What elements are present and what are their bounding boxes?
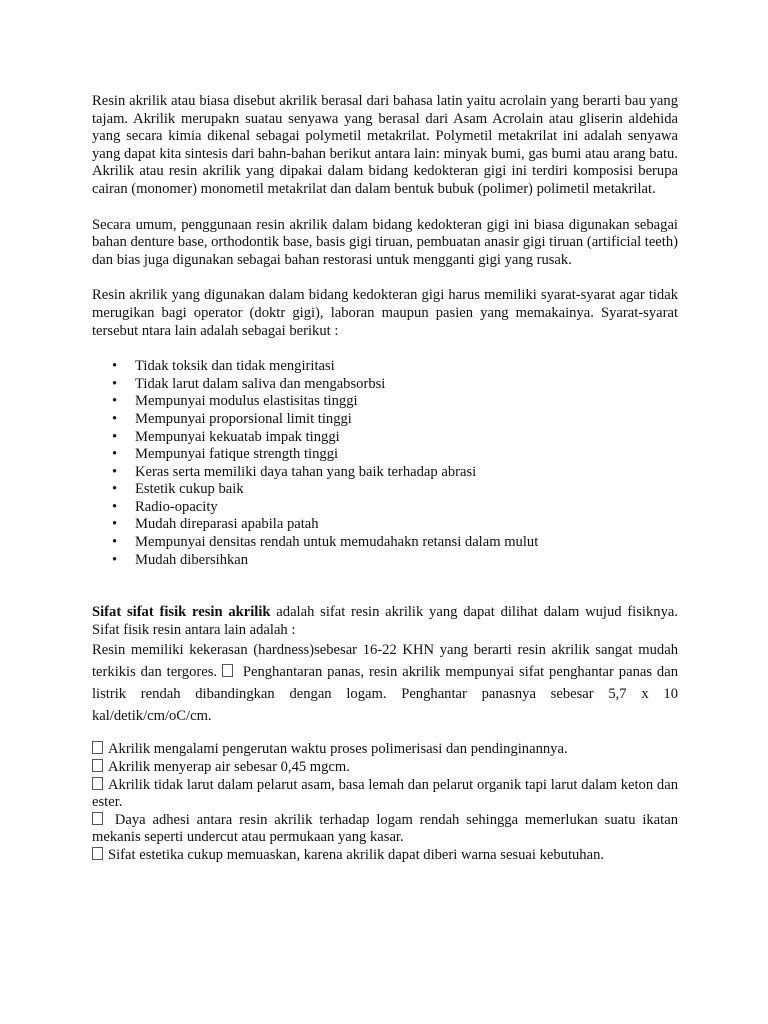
bullet-icon: •	[112, 498, 118, 515]
list-item: • Radio-opacity	[112, 498, 218, 515]
missing-glyph-icon	[92, 759, 103, 772]
bullet-icon: •	[112, 551, 118, 568]
bullet-icon: •	[112, 393, 118, 410]
missing-glyph-icon	[92, 812, 103, 825]
paragraph-intro: Resin akrilik atau biasa disebut akrilik berasal dari bahasa latin yaitu acrolain yang berarti bau yang tajam. Akrilik merupakn suatau senyawa yang berasal dari Asam Acrolain atau gliserin aldehida yang secara kimia dikenal sebagai polymetil metakrilat. Polymetil metakrilat ini adalah senyawa yang dapat kita sintesis dari bahn-bahan berikut antara lain: minyak bumi, gas bumi atau arang batu. Akrilik atau resin akrilik yang dipakai dalam bidang kedokteran gigi ini terdiri komposisi berupa cairan (monomer) monometil metakrilat dan dalam bentuk bubuk (polimer) polimetil metakrilat.	[92, 93, 678, 197]
physical-properties-intro: Sifat sifat fisik resin akrilik adalah sifat resin akrilik yang dapat dilihat dalam wujud fisiknya. Sifat fisik resin antara lain adalah :	[92, 604, 678, 638]
list-item: • Estetik cukup baik	[112, 481, 244, 498]
list-item: • Keras serta memiliki daya tahan yang baik terhadap abrasi	[112, 463, 477, 480]
bullet-icon: •	[112, 358, 118, 375]
list-item: • Mempunyai densitas rendah untuk memudahakn retansi dalam mulut	[112, 534, 539, 551]
missing-glyph-icon	[92, 777, 103, 790]
list-item: • Tidak toksik dan tidak mengiritasi	[112, 358, 335, 375]
section-heading: Sifat sifat fisik resin akrilik	[92, 604, 271, 621]
bullet-icon: •	[112, 516, 118, 533]
property-item: Akrilik tidak larut dalam pelarut asam, basa lemah dan pelarut organik tapi larut dalam keton dan ester.	[92, 776, 678, 811]
bullet-icon: •	[112, 428, 118, 445]
property-item: Daya adhesi antara resin akrilik terhadap logam rendah sehingga memerlukan suatu ikatan mekanis seperti undercut atau permukaan yang kasar.	[92, 811, 678, 846]
bullet-icon: •	[112, 375, 118, 392]
list-item: • Mempunyai kekuatab impak tinggi	[112, 428, 340, 445]
missing-glyph-icon	[92, 741, 103, 754]
missing-glyph-icon	[222, 664, 233, 677]
list-item: • Mudah direparasi apabila patah	[112, 516, 319, 533]
hardness-paragraph: Resin memiliki kekerasan (hardness)sebesar 16-22 KHN yang berarti resin akrilik sangat mudah terkikis dan tergores. Penghantaran panas, resin akrilik mempunyai sifat penghantar panas dan listrik rendah dibandingkan dengan logam. Penghantar panasnya sebesar 5,7 x 10 kal/detik/cm/oC/cm.	[92, 642, 678, 725]
bullet-icon: •	[112, 463, 118, 480]
list-item: • Mempunyai proporsional limit tinggi	[112, 410, 352, 427]
bullet-icon: •	[112, 481, 118, 498]
list-item: • Mempunyai fatique strength tinggi	[112, 446, 339, 463]
list-item: • Mempunyai modulus elastisitas tinggi	[112, 393, 358, 410]
property-item: Akrilik mengalami pengerutan waktu proses polimerisasi dan pendinginannya.	[92, 741, 678, 759]
bullet-icon: •	[112, 446, 118, 463]
bullet-icon: •	[112, 534, 118, 551]
requirements-list	[92, 358, 678, 569]
bullet-icon: •	[112, 410, 118, 427]
paragraph-usage: Secara umum, penggunaan resin akrilik dalam bidang kedokteran gigi ini biasa digunakan sebagai bahan denture base, orthodontik base, basis gigi tiruan, pembuatan anasir gigi tiruan (artificial teeth) dan bias juga digunakan sebagai bahan restorasi untuk mengganti gigi yang rusak.	[92, 216, 678, 268]
paragraph-requirements: Resin akrilik yang digunakan dalam bidang kedokteran gigi harus memiliki syarat-syarat agar tidak merugikan bagi operator (doktr gigi), laboran maupun pasien yang memakainya. Syarat-syarat tersebut ntara lain adalah sebagai berikut :	[92, 287, 678, 339]
property-item: Akrilik menyerap air sebesar 0,45 mgcm.	[92, 759, 678, 777]
list-item: • Tidak larut dalam saliva dan mengabsorbsi	[112, 375, 386, 392]
list-item: • Mudah dibersihkan	[112, 551, 249, 568]
property-item: Sifat estetika cukup memuaskan, karena akrilik dapat diberi warna sesuai kebutuhan.	[92, 847, 678, 865]
missing-glyph-icon	[92, 847, 103, 860]
